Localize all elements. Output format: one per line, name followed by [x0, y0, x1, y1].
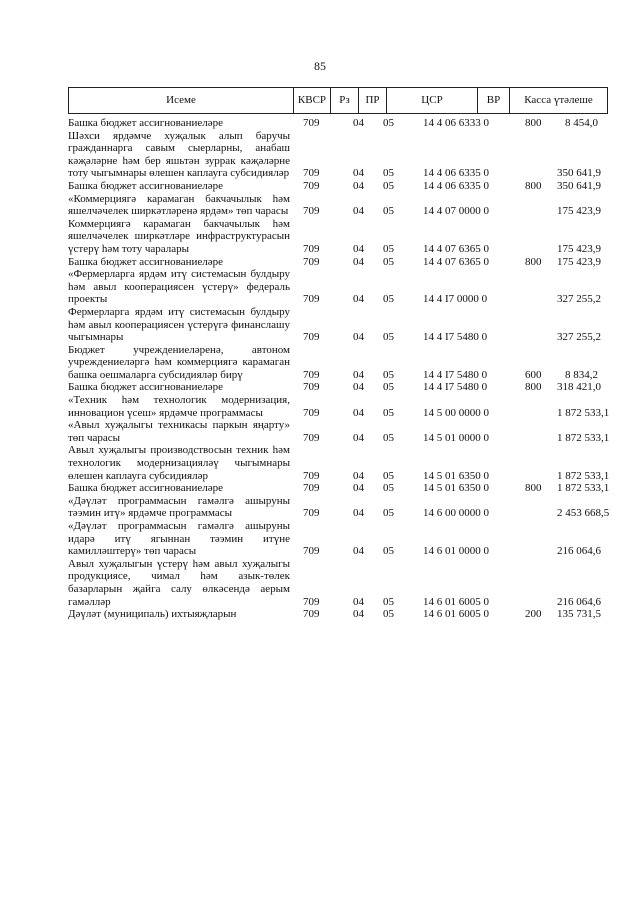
row-pr: 05: [383, 368, 394, 381]
row-kvsr: 709: [303, 331, 320, 344]
row-rz: 04: [353, 255, 364, 268]
row-pr: 05: [383, 331, 394, 344]
row-pr: 05: [383, 608, 394, 621]
row-name: Башка бюджет ассигнованиеләре: [68, 179, 223, 192]
row-csr: 14 5 01 0000 0: [423, 431, 489, 444]
row-amount: 175 423,9: [557, 242, 601, 255]
row-kvsr: 709: [303, 381, 320, 394]
row-csr: 14 4 07 6365 0: [423, 242, 489, 255]
row-name: «Дәүләт программасын гамәлгә ашыруны тәэмин итү» ярдәмче программасы: [68, 494, 290, 520]
row-csr: 14 6 01 0000 0: [423, 545, 489, 558]
row-amount: 8 834,2: [565, 368, 598, 381]
row-rz: 04: [353, 595, 364, 608]
row-name: Башка бюджет ассигнованиеләре: [68, 255, 223, 268]
row-csr: 14 6 01 6005 0: [423, 595, 489, 608]
row-csr: 14 6 01 6005 0: [423, 608, 489, 621]
header-pr: ПР: [359, 88, 387, 113]
row-kvsr: 709: [303, 368, 320, 381]
row-amount: 327 255,2: [557, 331, 601, 344]
row-amount: 175 423,9: [557, 205, 601, 218]
row-amount: 327 255,2: [557, 293, 601, 306]
row-amount: 216 064,6: [557, 545, 601, 558]
header-kvsr: КВСР: [294, 88, 331, 113]
row-kvsr: 709: [303, 469, 320, 482]
row-name: «Фермерларга ярдәм итү системасын булдыру һәм авыл кооперациясен үстерү» федераль проекты: [68, 268, 290, 306]
row-rz: 04: [353, 205, 364, 218]
row-pr: 05: [383, 242, 394, 255]
row-name: Шәхси ярдәмче хуҗалык алып баручы гражданнарга савым сыерларны, анабаш кәҗәләрне һәм бер яшьтән зуррак кәҗәләрне тоту чыгымнары өлешен каплауга субсидияләр: [68, 129, 290, 180]
row-rz: 04: [353, 381, 364, 394]
row-csr: 14 4 I7 0000 0: [423, 293, 488, 306]
row-rz: 04: [353, 242, 364, 255]
header-rz: Рз: [331, 88, 359, 113]
row-pr: 05: [383, 179, 394, 192]
row-csr: 14 4 I7 5480 0: [423, 381, 488, 394]
row-csr: 14 4 06 6333 0: [423, 117, 489, 129]
row-amount: 350 641,9: [557, 167, 601, 180]
row-name: Башка бюджет ассигнованиеләре: [68, 117, 223, 129]
row-amount: 1 872 533,1: [557, 406, 610, 419]
header-vr: ВР: [478, 88, 510, 113]
row-name: Дәүләт (муниципаль) ихтыяҗларын: [68, 608, 237, 621]
row-csr: 14 4 07 6365 0: [423, 255, 489, 268]
table-row: [68, 306, 608, 344]
row-vr: 200: [525, 608, 542, 621]
row-kvsr: 709: [303, 242, 320, 255]
table-row: [68, 394, 608, 419]
table-row: [68, 256, 608, 269]
row-amount: 135 731,5: [557, 608, 601, 621]
row-pr: 05: [383, 431, 394, 444]
row-name: Бюджет учреждениеләренә, автоном учреждениеләргә һәм коммерциягә карамаган башка оешмаларга субсидияләр бирү: [68, 343, 290, 381]
row-vr: 800: [525, 117, 542, 129]
row-kvsr: 709: [303, 406, 320, 419]
row-rz: 04: [353, 469, 364, 482]
table-row: [68, 520, 608, 558]
row-pr: 05: [383, 255, 394, 268]
row-kvsr: 709: [303, 431, 320, 444]
row-rz: 04: [353, 331, 364, 344]
table-row: [68, 419, 608, 444]
row-vr: 800: [525, 381, 542, 394]
row-kvsr: 709: [303, 255, 320, 268]
row-name: «Дәүләт программасын гамәлгә ашыруны идарә итү ягыннан тәэмин итүне камилләштерү» төп чарасы: [68, 520, 290, 558]
row-kvsr: 709: [303, 507, 320, 520]
row-csr: 14 4 I7 5480 0: [423, 331, 488, 344]
row-rz: 04: [353, 293, 364, 306]
row-csr: 14 4 I7 5480 0: [423, 368, 488, 381]
row-pr: 05: [383, 545, 394, 558]
row-pr: 05: [383, 293, 394, 306]
row-pr: 05: [383, 117, 394, 129]
table-row: [68, 268, 608, 306]
header-kassa: Касса үтәлеше: [524, 94, 593, 106]
row-pr: 05: [383, 469, 394, 482]
table-row: [68, 381, 608, 394]
row-csr: 14 4 06 6335 0: [423, 179, 489, 192]
row-amount: 350 641,9: [557, 179, 601, 192]
row-kvsr: 709: [303, 167, 320, 180]
row-pr: 05: [383, 507, 394, 520]
row-csr: 14 4 07 0000 0: [423, 205, 489, 218]
row-rz: 04: [353, 117, 364, 129]
row-amount: 216 064,6: [557, 595, 601, 608]
table-row: [68, 482, 608, 495]
row-rz: 04: [353, 507, 364, 520]
table-header: [68, 87, 608, 114]
row-kvsr: 709: [303, 205, 320, 218]
row-csr: 14 4 06 6335 0: [423, 167, 489, 180]
table-row: [68, 495, 608, 520]
row-vr: 600: [525, 368, 542, 381]
row-csr: 14 5 01 6350 0: [423, 482, 489, 495]
table-row: [68, 558, 608, 608]
row-vr: 800: [525, 255, 542, 268]
table-row: [68, 218, 608, 256]
row-csr: 14 6 00 0000 0: [423, 507, 489, 520]
row-vr: 800: [525, 179, 542, 192]
row-amount: 175 423,9: [557, 255, 601, 268]
row-pr: 05: [383, 595, 394, 608]
row-pr: 05: [383, 406, 394, 419]
row-pr: 05: [383, 381, 394, 394]
row-name: Коммерциягә карамаган бакчачылык һәм яшелчәчелек ширкәтләре инфраструктурасын үстерү һәм тоту чаралары: [68, 217, 290, 255]
row-kvsr: 709: [303, 545, 320, 558]
row-rz: 04: [353, 482, 364, 495]
row-rz: 04: [353, 167, 364, 180]
table-row: [68, 444, 608, 482]
row-amount: 1 872 533,1: [557, 431, 610, 444]
row-kvsr: 709: [303, 482, 320, 495]
row-amount: 2 453 668,5: [557, 507, 610, 520]
row-name: Фермерларга ярдәм итү системасын булдыру һәм авыл кооперациясен үстерүгә финанслашу чыгымнары: [68, 305, 290, 344]
table-row: [68, 608, 608, 621]
row-amount: 318 421,0: [557, 381, 601, 394]
table-row: [68, 180, 608, 193]
table-row: [68, 130, 608, 180]
header-csr: ЦСР: [387, 88, 478, 113]
row-pr: 05: [383, 205, 394, 218]
row-kvsr: 709: [303, 293, 320, 306]
row-amount: 1 872 533,1: [557, 469, 610, 482]
row-kvsr: 709: [303, 117, 320, 129]
row-name: «Техник һәм технологик модернизация, инновацион үсеш» ярдәмче программасы: [68, 394, 290, 419]
row-kvsr: 709: [303, 608, 320, 621]
row-rz: 04: [353, 179, 364, 192]
row-pr: 05: [383, 167, 394, 180]
row-name: Авыл хуҗалыгын үстерү һәм авыл хуҗалыгы продукциясе, чимал һәм азык-төлек базарларын җайга салу өлкәсендә аерым гамәлләр: [68, 557, 290, 608]
row-rz: 04: [353, 545, 364, 558]
table-row: [68, 193, 608, 218]
row-csr: 14 5 00 0000 0: [423, 406, 489, 419]
row-name: «Коммерциягә карамаган бакчачылык һәм яшелчәчелек ширкәтләренә ярдәм» төп чарасы: [68, 192, 290, 218]
row-rz: 04: [353, 608, 364, 621]
row-vr: 800: [525, 482, 542, 495]
table-row: [68, 117, 608, 130]
row-name: Авыл хуҗалыгы производствосын техник һәм технологик модернизацияләү чыгымнары өлешен каплауга субсидияләр: [68, 444, 290, 482]
table-body: [68, 117, 608, 621]
row-kvsr: 709: [303, 595, 320, 608]
row-pr: 05: [383, 482, 394, 495]
row-name: Башка бюджет ассигнованиеләре: [68, 482, 223, 495]
row-name: «Авыл хуҗалыгы техникасы паркын яңарту» төп чарасы: [68, 419, 290, 444]
header-name: Исеме: [69, 88, 294, 113]
row-rz: 04: [353, 406, 364, 419]
row-rz: 04: [353, 431, 364, 444]
table-row: [68, 344, 608, 382]
row-csr: 14 5 01 6350 0: [423, 469, 489, 482]
row-amount: 8 454,0: [565, 117, 598, 129]
row-rz: 04: [353, 368, 364, 381]
row-amount: 1 872 533,1: [557, 482, 610, 495]
page-number: 85: [314, 59, 326, 73]
row-kvsr: 709: [303, 179, 320, 192]
row-name: Башка бюджет ассигнованиеләре: [68, 381, 223, 394]
